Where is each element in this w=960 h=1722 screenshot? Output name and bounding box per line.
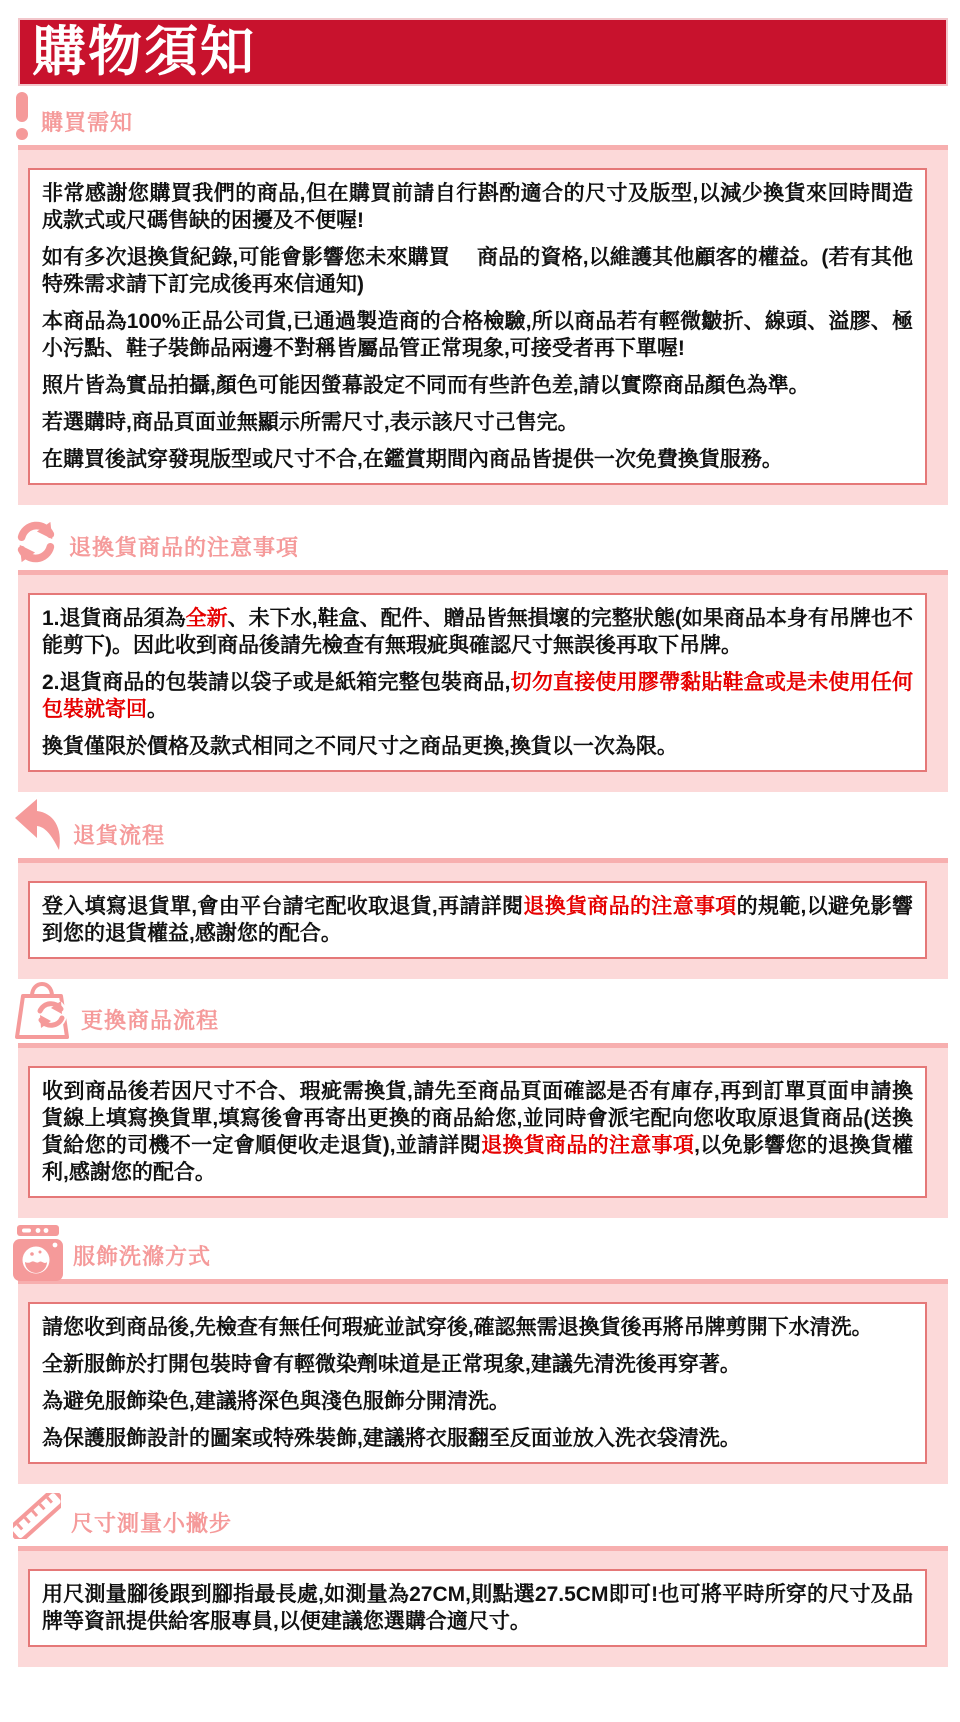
notice-box xyxy=(28,168,927,485)
notice-paragraph: 照片皆為實品拍攝,顏色可能因螢幕設定不同而有些許色差,請以實際商品顏色為準。 xyxy=(42,374,810,397)
section-title: 尺寸測量小撇步 xyxy=(71,1511,233,1536)
section-purchase-notice xyxy=(0,86,960,505)
section-return-exchange-notes xyxy=(0,505,960,792)
section-title: 退換貨商品的注意事項 xyxy=(69,535,300,560)
section-header xyxy=(0,1484,960,1546)
notice-paragraph: 2.退貨商品的包裝請以袋子或是紙箱完整包裝商品,切勿直接使用膠帶黏貼鞋盒或是未使用任何包裝就寄回。 xyxy=(42,671,913,721)
section-title: 購買需知 xyxy=(41,110,134,135)
highlighted-text: 切勿直接使用膠帶黏貼鞋盒或是未使用任何包裝就寄回 xyxy=(42,671,913,721)
highlighted-text: 全新 xyxy=(185,607,228,630)
notice-box xyxy=(28,1066,927,1198)
section-washing-instructions xyxy=(0,1218,960,1484)
notice-paragraph: 若選購時,商品頁面並無顯示所需尺寸,表示該尺寸己售完。 xyxy=(42,411,579,434)
section-band xyxy=(18,570,948,792)
section-band xyxy=(18,1279,948,1484)
section-band xyxy=(18,1546,948,1667)
notice-paragraph: 為保護服飾設計的圖案或特殊裝飾,建議將衣服翻至反面並放入洗衣袋清洗。 xyxy=(42,1427,741,1450)
section-band xyxy=(18,145,948,505)
section-title: 服飾洗滌方式 xyxy=(73,1244,212,1269)
ruler-icon xyxy=(13,1493,61,1544)
section-header xyxy=(0,86,960,145)
notice-paragraph: 全新服飾於打開包裝時會有輕微染劑味道是正常現象,建議先清洗後再穿著。 xyxy=(42,1353,741,1376)
washing-machine-icon xyxy=(13,1225,63,1286)
section-header xyxy=(0,979,960,1043)
notice-paragraph: 非常感謝您購買我們的商品,但在購買前請自行斟酌適合的尺寸及版型,以減少換貨來回時間造成款式或尺碼售缺的困擾及不便喔! xyxy=(42,182,913,232)
section-band xyxy=(18,1043,948,1218)
notice-box xyxy=(28,593,927,772)
page-title: 購物須知 xyxy=(32,22,256,82)
highlighted-text: 退換貨商品的注意事項 xyxy=(481,1134,695,1157)
notice-paragraph: 如有多次退換貨紀錄,可能會影響您未來購買 商品的資格,以維護其他顧客的權益。(若有其他特殊需求請下訂完成後再來信通知) xyxy=(42,246,913,296)
notice-paragraph: 1.退貨商品須為全新、未下水,鞋盒、配件、贈品皆無損壞的完整狀態(如果商品本身有吊牌也不能剪下)。因此收到商品後請先檢查有無瑕疵與確認尺寸無誤後再取下吊牌。 xyxy=(42,607,913,657)
notice-box xyxy=(28,881,927,959)
notice-paragraph: 換貨僅限於價格及款式相同之不同尺寸之商品更換,換貨以一次為限。 xyxy=(42,735,678,758)
section-header xyxy=(0,792,960,858)
notice-paragraph: 收到商品後若因尺寸不合、瑕疵需換貨,請先至商品頁面確認是否有庫存,再到訂單頁面申請換貨線上填寫換貨單,填寫後會再寄出更換的商品給您,並同時會派宅配向您收取原退貨商品(送換貨給您的司機不一定會順便收走退貨),並請詳閱退換貨商品的注意事項,以免影響您的退換貨權利,感謝您的配合。 xyxy=(42,1080,913,1184)
notice-paragraph: 請您收到商品後,先檢查有無任何瑕疵並試穿後,確認無需退換貨後再將吊牌剪開下水清洗。 xyxy=(42,1316,873,1339)
notice-paragraph: 在購買後試穿發現版型或尺寸不合,在鑑賞期間內商品皆提供一次免費換貨服務。 xyxy=(42,448,783,471)
notice-box xyxy=(28,1302,927,1464)
notice-paragraph: 登入填寫退貨單,會由平台請宅配收取退貨,再請詳閱退換貨商品的注意事項的規範,以避免影響到您的退貨權益,感謝您的配合。 xyxy=(42,895,913,945)
highlighted-text: 退換貨商品的注意事項 xyxy=(523,895,737,918)
notice-paragraph: 本商品為100%正品公司貨,已通過製造商的合格檢驗,所以商品若有輕微皺折、線頭、溢膠、極小污點、鞋子裝飾品兩邊不對稱皆屬品管正常現象,可接受者再下單喔! xyxy=(42,310,913,360)
section-header xyxy=(0,1218,960,1279)
notice-paragraph: 為避免服飾染色,建議將深色與淺色服飾分開清洗。 xyxy=(42,1390,510,1413)
page-title-banner xyxy=(18,18,948,86)
notice-paragraph: 用尺測量腳後跟到腳指最長處,如測量為27CM,則點選27.5CM即可!也可將平時所穿的尺寸及品牌等資訊提供給客服專員,以便建議您選購合適尺寸。 xyxy=(42,1583,913,1633)
exclamation-icon xyxy=(13,92,31,145)
section-title: 更換商品流程 xyxy=(81,1008,220,1033)
section-return-process xyxy=(0,792,960,979)
shopping-bag-refresh-icon xyxy=(13,976,71,1045)
notice-box xyxy=(28,1569,927,1647)
section-title: 退貨流程 xyxy=(73,823,166,848)
section-band xyxy=(18,858,948,979)
section-exchange-process xyxy=(0,979,960,1218)
section-size-measuring-tips xyxy=(0,1484,960,1667)
shopping-notice-page xyxy=(0,18,960,1722)
section-header xyxy=(0,505,960,570)
return-arrow-icon xyxy=(13,797,63,858)
refresh-icon xyxy=(13,519,59,570)
